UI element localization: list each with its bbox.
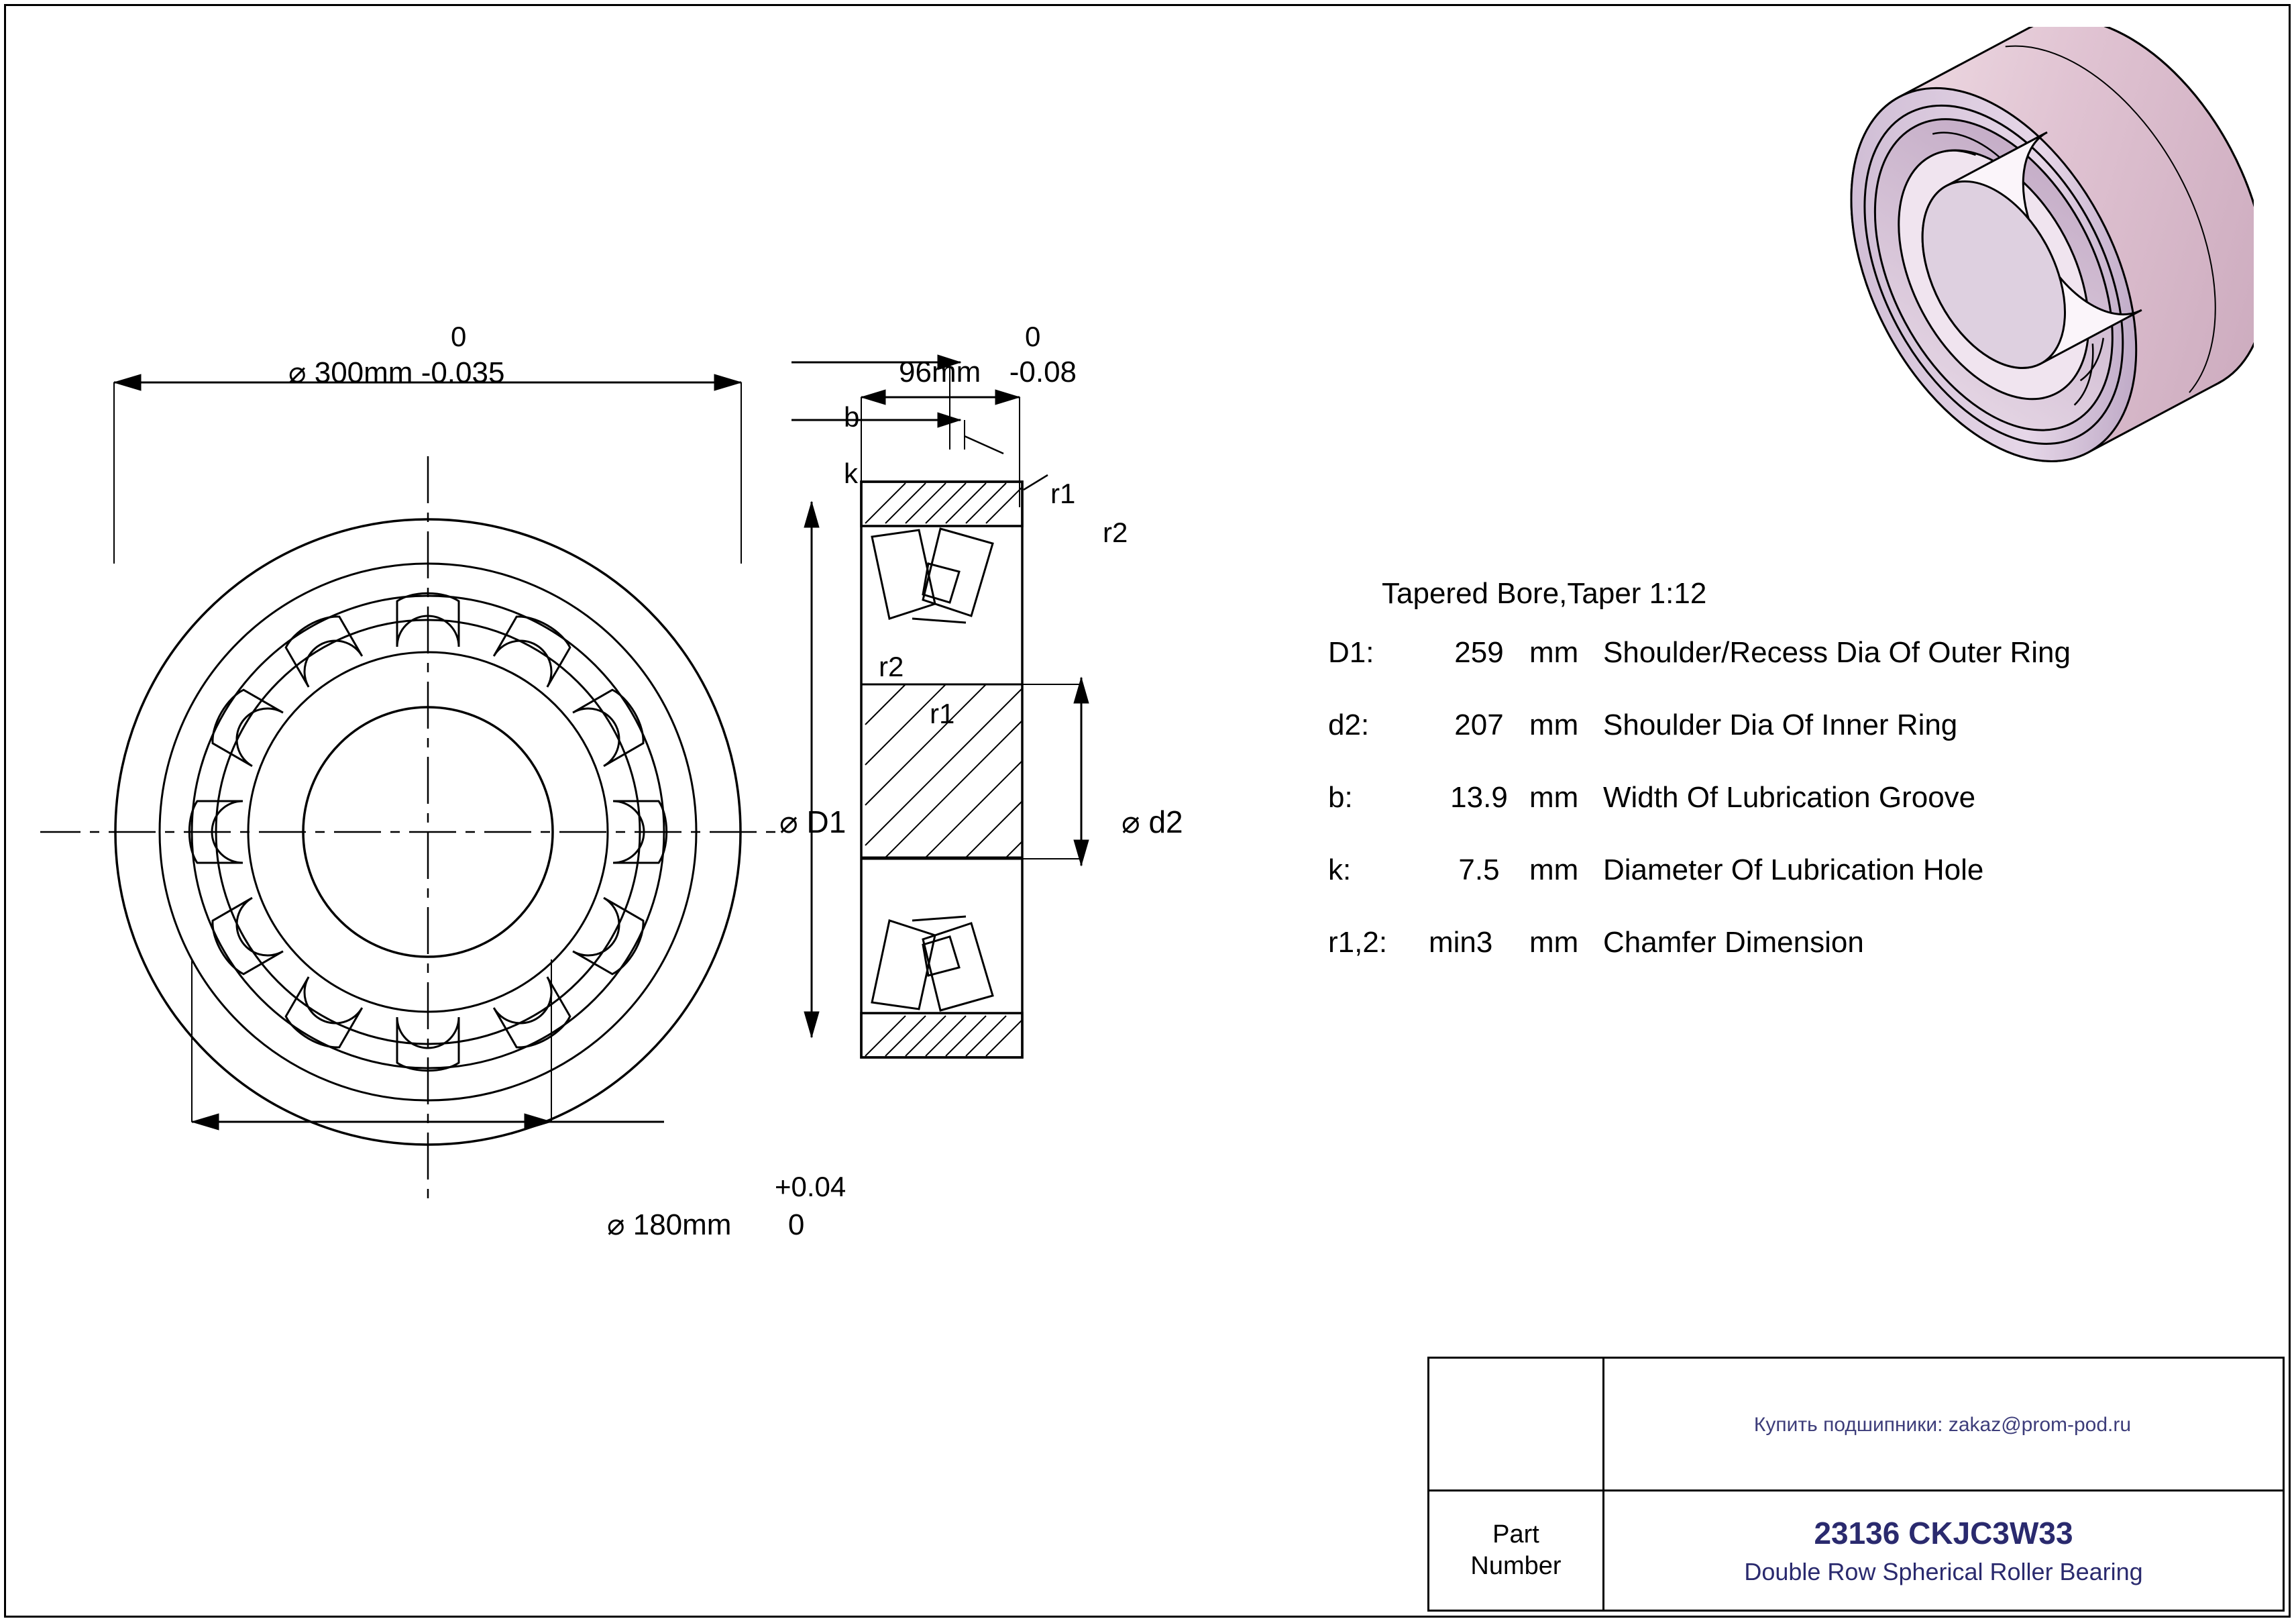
spec-key: D1: (1328, 636, 1374, 669)
outer-dia-tol-lower: -0.035 (421, 356, 505, 389)
outer-dia-dimension (288, 356, 504, 390)
r1-inner-label: r1 (930, 698, 955, 729)
d1-dimension-label: ⌀ D1 (779, 804, 846, 839)
spec-desc: Diameter Of Lubrication Hole (1603, 853, 1984, 886)
part-info (1604, 1491, 2283, 1610)
spec-key: d2: (1328, 709, 1370, 741)
d2-dimension-label: ⌀ d2 (1122, 804, 1183, 839)
spec-unit: mm (1529, 781, 1579, 814)
section-view (791, 322, 1328, 1127)
spec-unit: mm (1529, 636, 1579, 669)
k-label: k (844, 458, 858, 489)
b-label: b (844, 401, 860, 433)
spec-unit: mm (1529, 926, 1579, 959)
spec-desc: Width Of Lubrication Groove (1603, 781, 1976, 814)
spec-row (1328, 853, 2227, 926)
bore-dia-tol-lower: 0 (787, 1208, 805, 1241)
bearing-3d-render (1757, 27, 2254, 517)
bore-dia-dimension (607, 1208, 804, 1242)
spec-row (1328, 926, 2227, 998)
part-label-line2: Number (1470, 1552, 1562, 1580)
spec-key: b: (1328, 781, 1353, 814)
front-view (40, 322, 798, 1288)
diameter-symbol-icon-2: ⌀ (607, 1208, 625, 1241)
spec-row (1328, 781, 2227, 853)
r1-label: r1 (1050, 478, 1076, 509)
outer-dia-value: 300mm (314, 356, 413, 389)
r2-inner-label: r2 (879, 651, 904, 682)
spec-value: 259 (1454, 636, 1504, 669)
title-block (1427, 1357, 2285, 1612)
r2-label: r2 (1103, 517, 1128, 548)
spec-desc: Shoulder/Recess Dia Of Outer Ring (1603, 636, 2071, 669)
spec-unit: mm (1529, 853, 1579, 886)
spec-desc: Chamfer Dimension (1603, 926, 1864, 959)
width-value: 96mm (899, 356, 981, 388)
specification-list (1328, 577, 2227, 998)
width-tol-upper: 0 (1025, 321, 1041, 352)
part-label-line1: Part (1492, 1520, 1539, 1549)
spec-row (1328, 709, 2227, 781)
spec-value: 207 (1454, 709, 1504, 741)
spec-row (1328, 636, 2227, 709)
spec-desc: Shoulder Dia Of Inner Ring (1603, 709, 1958, 741)
title-block-bottom (1429, 1491, 2283, 1610)
spec-title: Tapered Bore,Taper 1:12 (1382, 577, 1707, 610)
vendor-email-note: Купить подшипники: zakaz@prom-pod.ru (1753, 1414, 2132, 1436)
width-dimension (899, 356, 1077, 389)
bore-dia-tol-upper: +0.04 (775, 1171, 846, 1202)
part-description: Double Row Spherical Roller Bearing (1744, 1558, 2143, 1585)
title-block-top (1429, 1359, 2283, 1491)
diameter-symbol-icon: ⌀ (288, 356, 307, 389)
outer-dia-tol-upper: 0 (451, 321, 467, 352)
spec-key: r1,2: (1328, 926, 1388, 959)
bore-dia-value: 180mm (633, 1208, 732, 1241)
part-number-label (1429, 1491, 1602, 1610)
part-number-value: 23136 CKJC3W33 (1814, 1516, 2073, 1551)
spec-value: 7.5 (1458, 853, 1500, 886)
spec-value: min3 (1429, 926, 1493, 959)
spec-key: k: (1328, 853, 1352, 886)
width-tol-lower: -0.08 (1009, 356, 1077, 388)
spec-unit: mm (1529, 709, 1579, 741)
spec-value: 13.9 (1450, 781, 1508, 814)
